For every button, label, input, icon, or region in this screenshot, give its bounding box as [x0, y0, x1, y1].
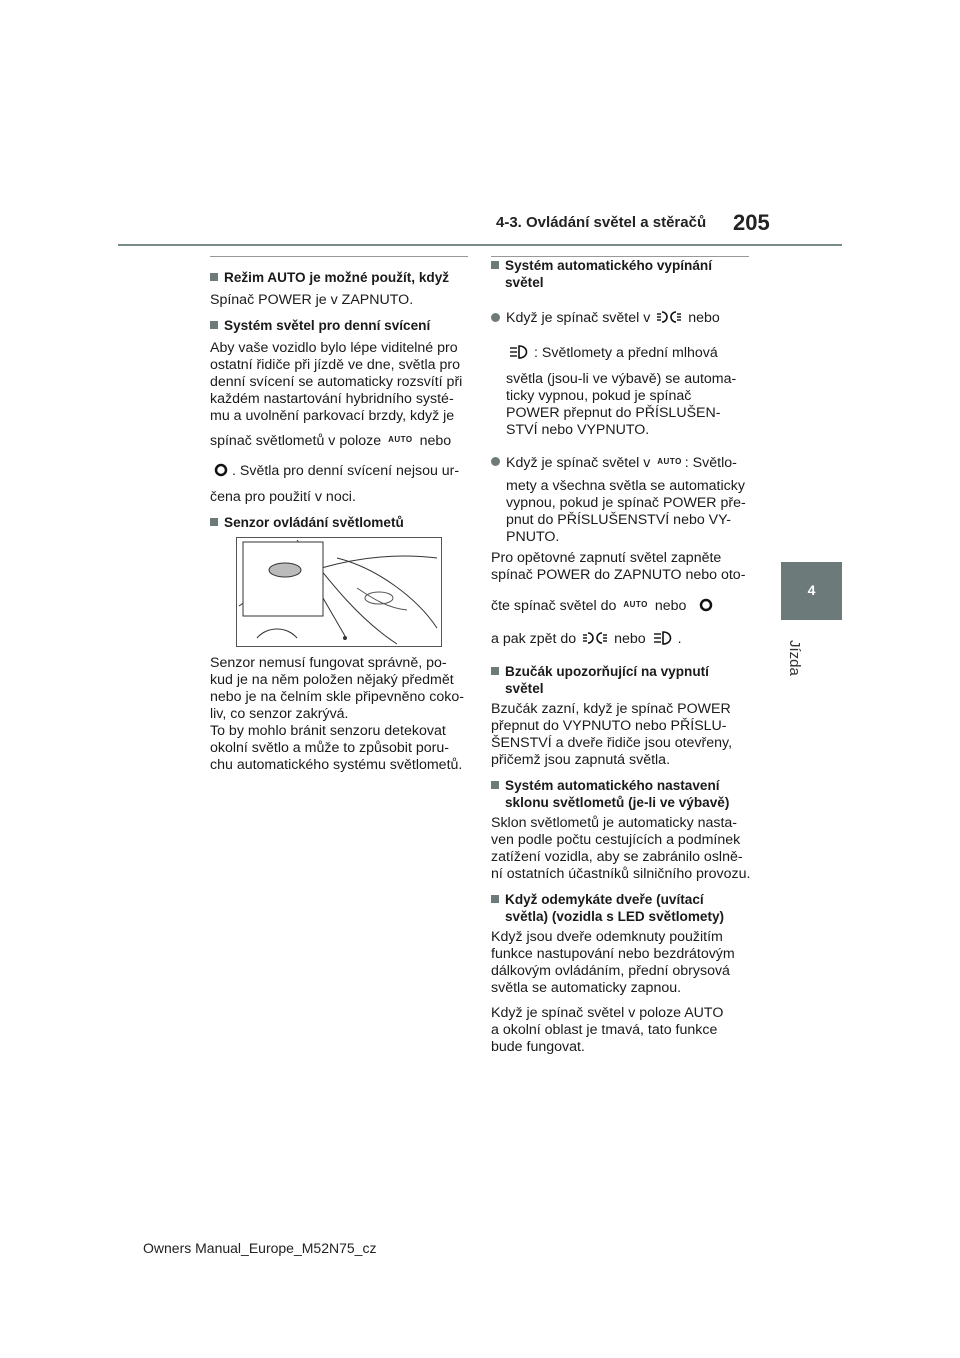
square-bullet-icon: [210, 273, 218, 281]
auto-icon: AUTO: [388, 435, 413, 444]
left-column-rule: [210, 256, 468, 257]
heading-welcome-lights: Když odemykáte dveře (uvítací světla) (vozidla s LED světlomety): [491, 891, 759, 925]
auto-icon: AUTO: [623, 600, 648, 609]
left-column: [210, 269, 470, 782]
footer-text: Owners Manual_Europe_M52N75_cz: [143, 1240, 377, 1256]
chapter-number: 4: [807, 582, 816, 598]
square-bullet-icon: [210, 518, 218, 526]
heading-light-sensor: Senzor ovládání světlometů: [210, 514, 470, 531]
paragraph: Spínač POWER je v ZAPNUTO.: [210, 292, 414, 308]
heading-buzzer: Bzučák upozorňující na vypnutí světel: [491, 663, 759, 697]
header-rule: [118, 244, 842, 246]
paragraph-daytime: Aby vaše vozidlo bylo lépe viditelné pro ostatní řidiče při jízdě ve dne, světla pro denní svícení se automaticky rozsvítí při každém nastartování hybridního systé- mu a uvolnění parkovací brzdy, když je spínač světlometů v poloze $^{AUTO}$ nebo . Světla pro denní svícení nejsou ur- čena pro použití v noci.: [210, 340, 463, 505]
paragraph-welcome-1: Když jsou dveře odemknuty použitím funkce nastupování nebo bezdrátovým dálkovým ovládáním, přední obrysová světla se automaticky zapnou.: [491, 929, 735, 996]
square-bullet-icon: [491, 781, 499, 789]
heading-daytime-lights: Systém světel pro denní svícení: [210, 317, 470, 334]
heading-auto-off: Systém automatického vypínání světel: [491, 257, 759, 291]
auto-icon: AUTO: [657, 457, 682, 466]
bullet-item: Když je spínač světel v $^{AUTO}$ : Světlo- mety a všechna světla se automaticky vypnou, pokud je spínač POWER pře- pnut do PŘÍSLUŠENSTVÍ nebo VY- PNUTO.: [491, 453, 759, 546]
square-bullet-icon: [491, 667, 499, 675]
headlights-icon: [653, 630, 675, 651]
square-bullet-icon: [491, 261, 499, 269]
paragraph-leveling: Sklon světlometů je automaticky nasta- ven podle počtu cestujících a podmínek zatížení vozidla, aby se zabránilo oslně- ní ostatních účastníků silničního provozu.: [491, 815, 751, 882]
heading-auto-mode: Režim AUTO je možné použít, když: [210, 269, 470, 286]
square-bullet-icon: [491, 895, 499, 903]
paragraph-reactivate: Pro opětovné zapnutí světel zapněte spínač POWER do ZAPNUTO nebo oto- čte spínač světel do $^{AUTO}$ nebo a pak zpět do nebo .: [491, 550, 759, 651]
headlights-icon: [509, 344, 531, 365]
square-bullet-icon: [210, 321, 218, 329]
paragraph-buzzer: Bzučák zazní, když je spínač POWER přepnut do VYPNUTO nebo PŘÍSLU- ŠENSTVÍ a dveře řidiče jsou otevřeny, přičemž jsou zapnutá světla.: [491, 701, 733, 768]
headlight-icon: [698, 597, 714, 618]
bullet-item: Když je spínač světel v nebo : Světlomety a přední mlhová světla (jsou-li ve výbavě) se automa- ticky vypnou, pokud je spínač POWER přepnut do PŘÍSLUŠEN- STVÍ nebo VYPNUTO.: [491, 309, 759, 439]
page-number: 205: [733, 210, 770, 235]
right-column: [491, 257, 759, 1064]
section-title: 4-3. Ovládání světel a stěračů: [496, 214, 707, 231]
paragraph-welcome-2: Když je spínač světel v poloze AUTO a okolní oblast je tmavá, tato funkce bude fungovat.: [491, 1005, 724, 1055]
parking-lights-icon: [583, 630, 607, 651]
headlight-icon: [213, 462, 229, 483]
round-bullet-icon: [491, 457, 500, 466]
paragraph-sensor: Senzor nemusí fungovat správně, po- kud je na něm položen nějaký předmět nebo je na čelním skle připevněno coko- liv, co senzor zakrývá. To by mohlo bránit senzoru detekovat okolní světlo a může to způsobit poru- chu automatického systému světlometů.: [210, 655, 464, 773]
parking-lights-icon: [657, 309, 681, 330]
round-bullet-icon: [491, 313, 500, 322]
sensor-illustration: [236, 537, 442, 647]
heading-leveling: Systém automatického nastavení sklonu světlometů (je-li ve výbavě): [491, 777, 759, 811]
chapter-label: Jízda: [786, 640, 803, 676]
